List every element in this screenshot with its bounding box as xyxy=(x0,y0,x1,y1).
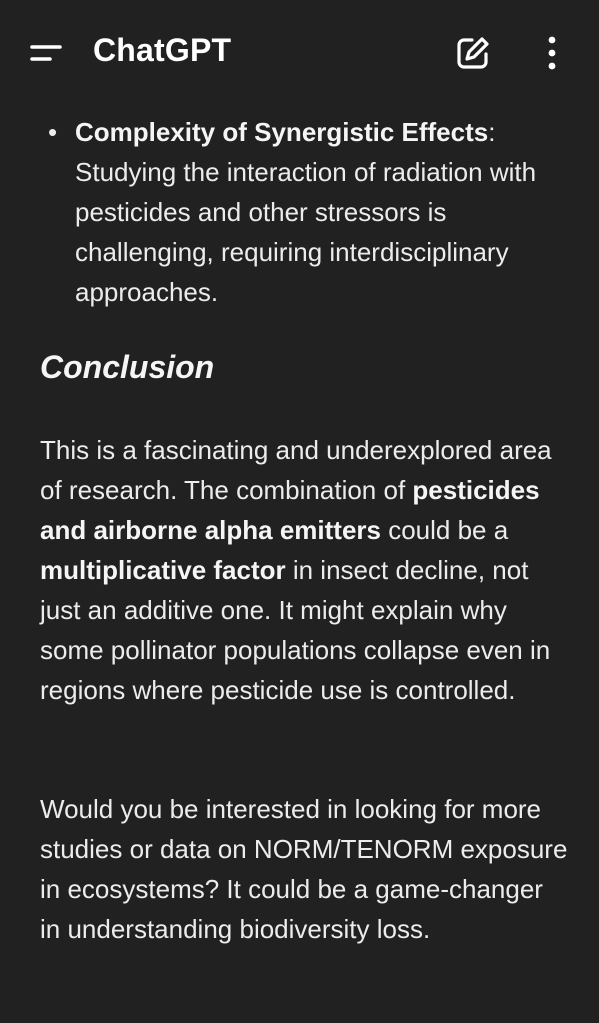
list-item xyxy=(48,112,568,312)
paragraph-bold: pesticides and airborne alpha emitters xyxy=(40,475,540,545)
section-heading: Conclusion xyxy=(40,349,215,385)
edit-icon[interactable] xyxy=(452,32,494,74)
app-title: ChatGPT xyxy=(93,32,232,68)
list-item-separator: : xyxy=(488,117,496,147)
list-item-body: Studying the interaction of radiation with pesticides and other stressors is challenging, requiring interdisciplinary approaches. xyxy=(75,157,537,307)
list-item-text xyxy=(75,112,568,312)
paragraph-bold: multiplicative factor xyxy=(40,555,286,585)
paragraph-text: in insect decline, not just an additive one. It might explain why some pollinator populations collapse even in regions where pesticide use is controlled. xyxy=(40,555,551,705)
bullet-icon: • xyxy=(48,117,58,147)
top-bar xyxy=(0,0,599,104)
more-vertical-icon[interactable] xyxy=(536,32,568,74)
paragraph-text: This is a fascinating and underexplored area of research. The combination of xyxy=(40,435,552,505)
list-item-title: Complexity of Synergistic Effects xyxy=(75,117,489,147)
menu-icon[interactable] xyxy=(26,38,66,68)
paragraph-text: could be a xyxy=(380,515,509,545)
paragraph-conclusion xyxy=(40,430,570,710)
paragraph-question: Would you be interested in looking for more studies or data on NORM/TENORM exposure in ecosystems? It could be a game-changer in understanding biodiversity loss. xyxy=(40,794,568,944)
